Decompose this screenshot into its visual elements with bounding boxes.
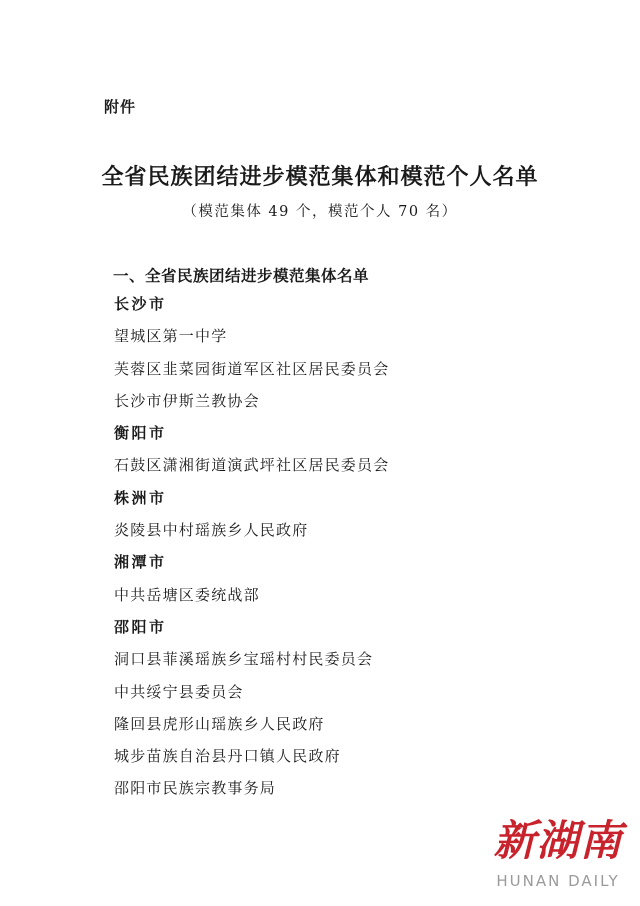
organization-item: 炎陵县中村瑶族乡人民政府 bbox=[114, 521, 309, 540]
organization-item: 石鼓区潇湘街道演武坪社区居民委员会 bbox=[114, 456, 390, 475]
document-subtitle: （模范集体 49 个，模范个人 70 名） bbox=[182, 204, 458, 220]
document-title: 全省民族团结进步模范集体和模范个人名单 bbox=[101, 165, 539, 190]
entry-list bbox=[114, 293, 389, 810]
watermark-brand-en: HUNAN DAILY bbox=[496, 872, 620, 890]
organization-item: 中共绥宁县委员会 bbox=[114, 682, 244, 701]
organization-item: 望城区第一中学 bbox=[114, 327, 228, 346]
watermark-brand-cn: 新湖南 bbox=[493, 816, 623, 865]
organization-item: 隆回县虎形山瑶族乡人民政府 bbox=[114, 714, 325, 733]
organization-item: 芙蓉区韭菜园街道军区社区居民委员会 bbox=[114, 359, 390, 378]
city-heading: 衡阳市 bbox=[114, 424, 167, 443]
organization-item: 洞口县菲溪瑶族乡宝瑶村村民委员会 bbox=[114, 650, 374, 669]
city-heading: 邵阳市 bbox=[114, 617, 167, 636]
city-heading: 长沙市 bbox=[114, 295, 167, 313]
watermark-logo bbox=[483, 816, 633, 900]
city-heading: 株洲市 bbox=[114, 488, 167, 507]
city-heading: 湘潭市 bbox=[114, 553, 167, 572]
organization-item: 长沙市伊斯兰教协会 bbox=[114, 391, 260, 410]
organization-item: 邵阳市民族宗教事务局 bbox=[114, 779, 277, 798]
organization-item: 中共岳塘区委统战部 bbox=[114, 585, 260, 604]
organization-item: 城步苗族自治县丹口镇人民政府 bbox=[114, 747, 341, 766]
attachment-label: 附件 bbox=[104, 98, 137, 116]
section-heading: 一、全省民族团结进步模范集体名单 bbox=[113, 267, 370, 285]
